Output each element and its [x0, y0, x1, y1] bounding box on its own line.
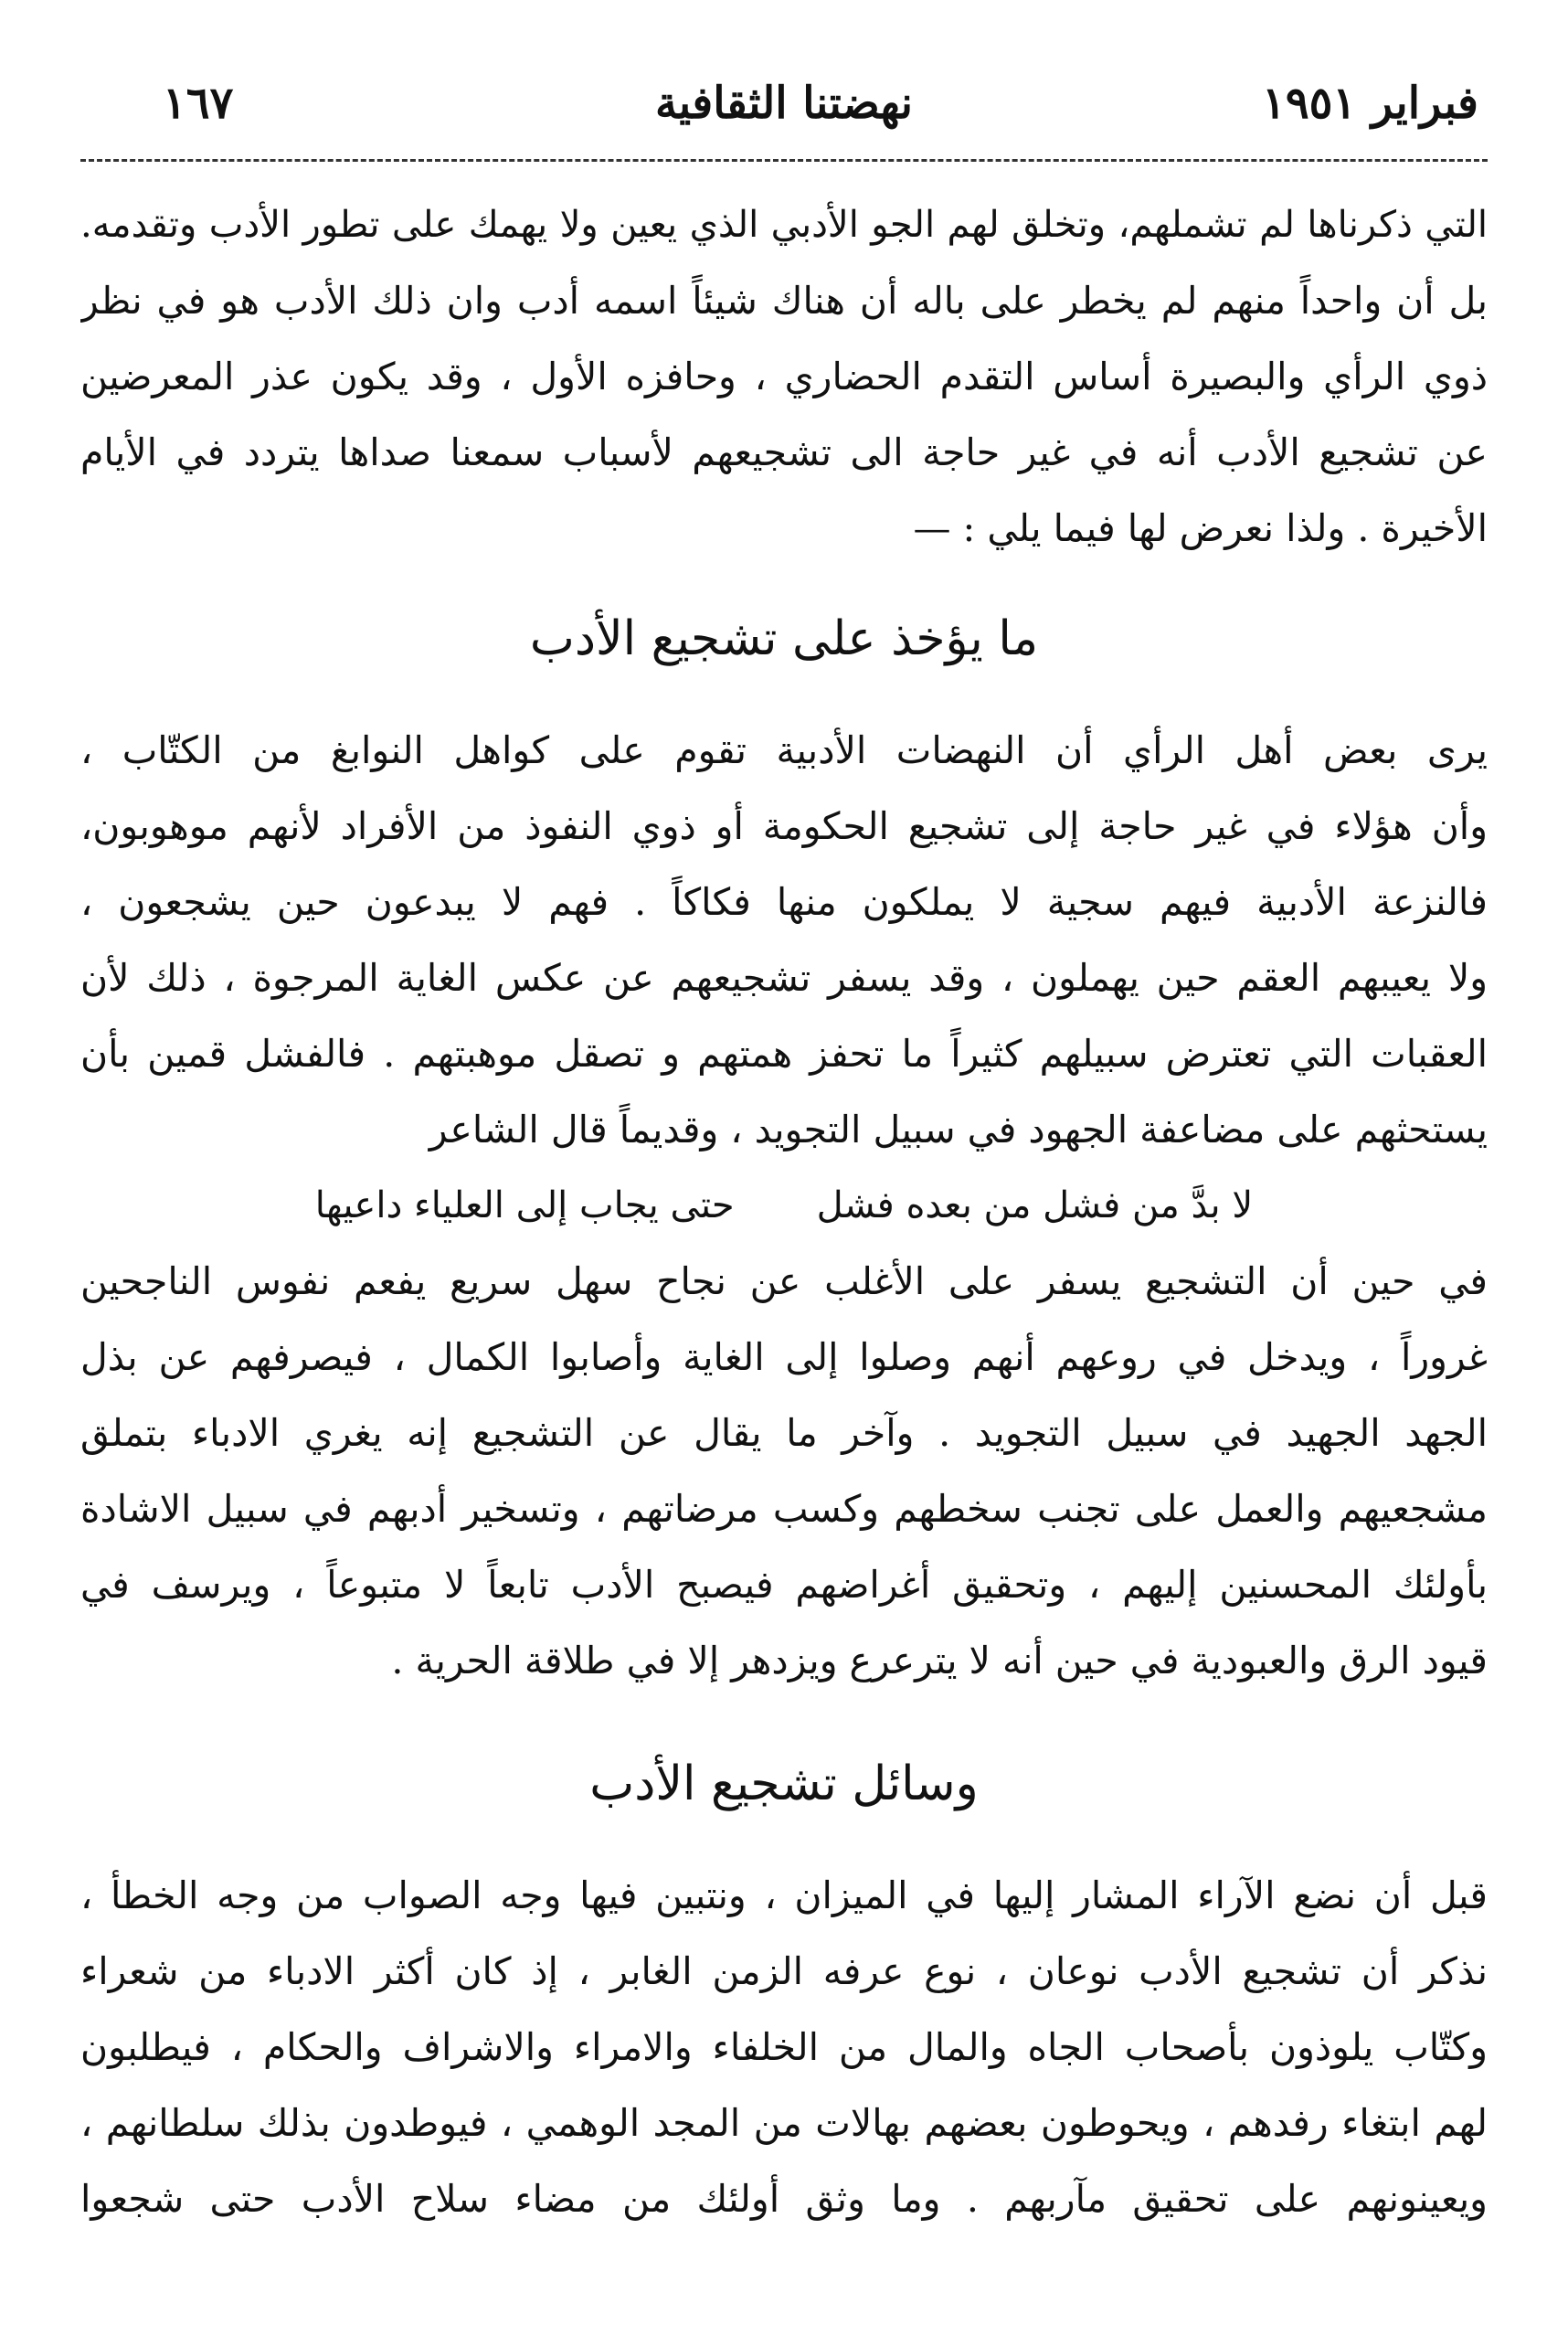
- paragraph-means: [80, 1858, 1488, 2237]
- text-line: ذوي الرأي والبصيرة أساس التقدم الحضاري ، وحافزه الأول ، وقد يكون عذر المعرضين: [80, 355, 1488, 398]
- paragraph-encouragement-effects: [80, 1244, 1488, 1699]
- text-line: بل أن واحداً منهم لم يخطر على باله أن هناك شيئاً اسمه أدب وان ذلك الأدب هو في نظر: [80, 279, 1488, 323]
- text-line: يرى بعض أهل الرأي أن النهضات الأدبية تقوم على كواهل النوابغ من الكتّاب ،: [80, 728, 1488, 772]
- journal-title: نهضتنا الثقافية: [655, 78, 913, 129]
- text-line: الجهد الجهيد في سبيل التجويد . وآخر ما يقال عن التشجيع إنه يغري الادباء بتملق: [80, 1411, 1488, 1455]
- header-divider: [80, 159, 1488, 162]
- poetry-verse: [80, 1168, 1488, 1244]
- page-number: ١٦٧: [163, 78, 234, 129]
- issue-date: فبراير ١٩٥١: [1262, 78, 1478, 129]
- text-line: قبل أن نضع الآراء المشار إليها في الميزان ، ونتبين فيها وجه الصواب من وجه الخطأ ،: [80, 1873, 1488, 1917]
- text-line: قيود الرق والعبودية في حين أنه لا يترعرع ويزدهر إلا في طلاقة الحرية .: [391, 1639, 1488, 1682]
- running-head: [80, 71, 1488, 135]
- text-line: يستحثهم على مضاعفة الجهود في سبيل التجويد ، وقديماً قال الشاعر: [429, 1108, 1488, 1152]
- text-line: غروراً ، ويدخل في روعهم أنهم وصلوا إلى الغاية وأصابوا الكمال ، فيصرفهم عن بذل: [80, 1335, 1488, 1379]
- text-line: الأخيرة . ولذا نعرض لها فيما يلي : —: [913, 506, 1488, 550]
- text-line: ولا يعيبهم العقم حين يهملون ، وقد يسفر تشجيعهم عن عكس الغاية المرجوة ، ذلك لأن: [80, 956, 1488, 1000]
- paragraph-criticism: [80, 713, 1488, 1168]
- text-line: ويعينونهم على تحقيق مآربهم . وما وثق أولئك من مضاء سلاح الأدب حتى شجعوا: [80, 2177, 1488, 2221]
- verse-hemistich-second: حتى يجاب إلى العلياء داعيها: [314, 1184, 735, 1226]
- text-line: مشجعيهم والعمل على تجنب سخطهم وكسب مرضاتهم ، وتسخير أدبهم في سبيل الاشادة: [80, 1487, 1488, 1531]
- text-line: وأن هؤلاء في غير حاجة إلى تشجيع الحكومة أو ذوي النفوذ من الأفراد لأنهم موهوبون،: [80, 804, 1488, 848]
- text-line: بأولئك المحسنين إليهم ، وتحقيق أغراضهم فيصبح الأدب تابعاً لا متبوعاً ، ويرسف في: [80, 1563, 1488, 1607]
- text-line: العقبات التي تعترض سبيلهم كثيراً ما تحفز همتهم و تصقل موهبتهم . فالفشل قمين بأن: [80, 1032, 1488, 1076]
- text-line: في حين أن التشجيع يسفر على الأغلب عن نجاح سهل سريع يفعم نفوس الناجحين: [80, 1259, 1488, 1303]
- section-heading-means: وسائل تشجيع الأدب: [589, 1757, 979, 1811]
- text-line: عن تشجيع الأدب أنه في غير حاجة الى تشجيعهم لأسباب سمعنا صداها يتردد في الأيام: [80, 430, 1488, 474]
- text-line: نذكر أن تشجيع الأدب نوعان ، نوع عرفه الزمن الغابر ، إذ كان أكثر الادباء من شعراء: [80, 1949, 1488, 1993]
- text-line: لهم ابتغاء رفدهم ، ويحوطون بعضهم بهالات من المجد الوهمي ، فيوطدون بذلك سلطانهم ،: [80, 2101, 1488, 2145]
- section-heading-criticism: ما يؤخذ على تشجيع الأدب: [529, 611, 1039, 666]
- verse-hemistich-first: لا بدَّ من فشل من بعده فشل: [816, 1184, 1254, 1226]
- paragraph-continuation: [80, 187, 1488, 567]
- text-line: فالنزعة الأدبية فيهم سجية لا يملكون منها فكاكاً . فهم لا يبدعون حين يشجعون ،: [80, 880, 1488, 924]
- text-line: وكتّاب يلوذون بأصحاب الجاه والمال من الخلفاء والامراء والاشراف والحكام ، فيطلبون: [80, 2025, 1488, 2069]
- text-line: التي ذكرناها لم تشملهم، وتخلق لهم الجو الأدبي الذي يعين ولا يهمك على تطور الأدب وتقدمه.: [80, 204, 1488, 246]
